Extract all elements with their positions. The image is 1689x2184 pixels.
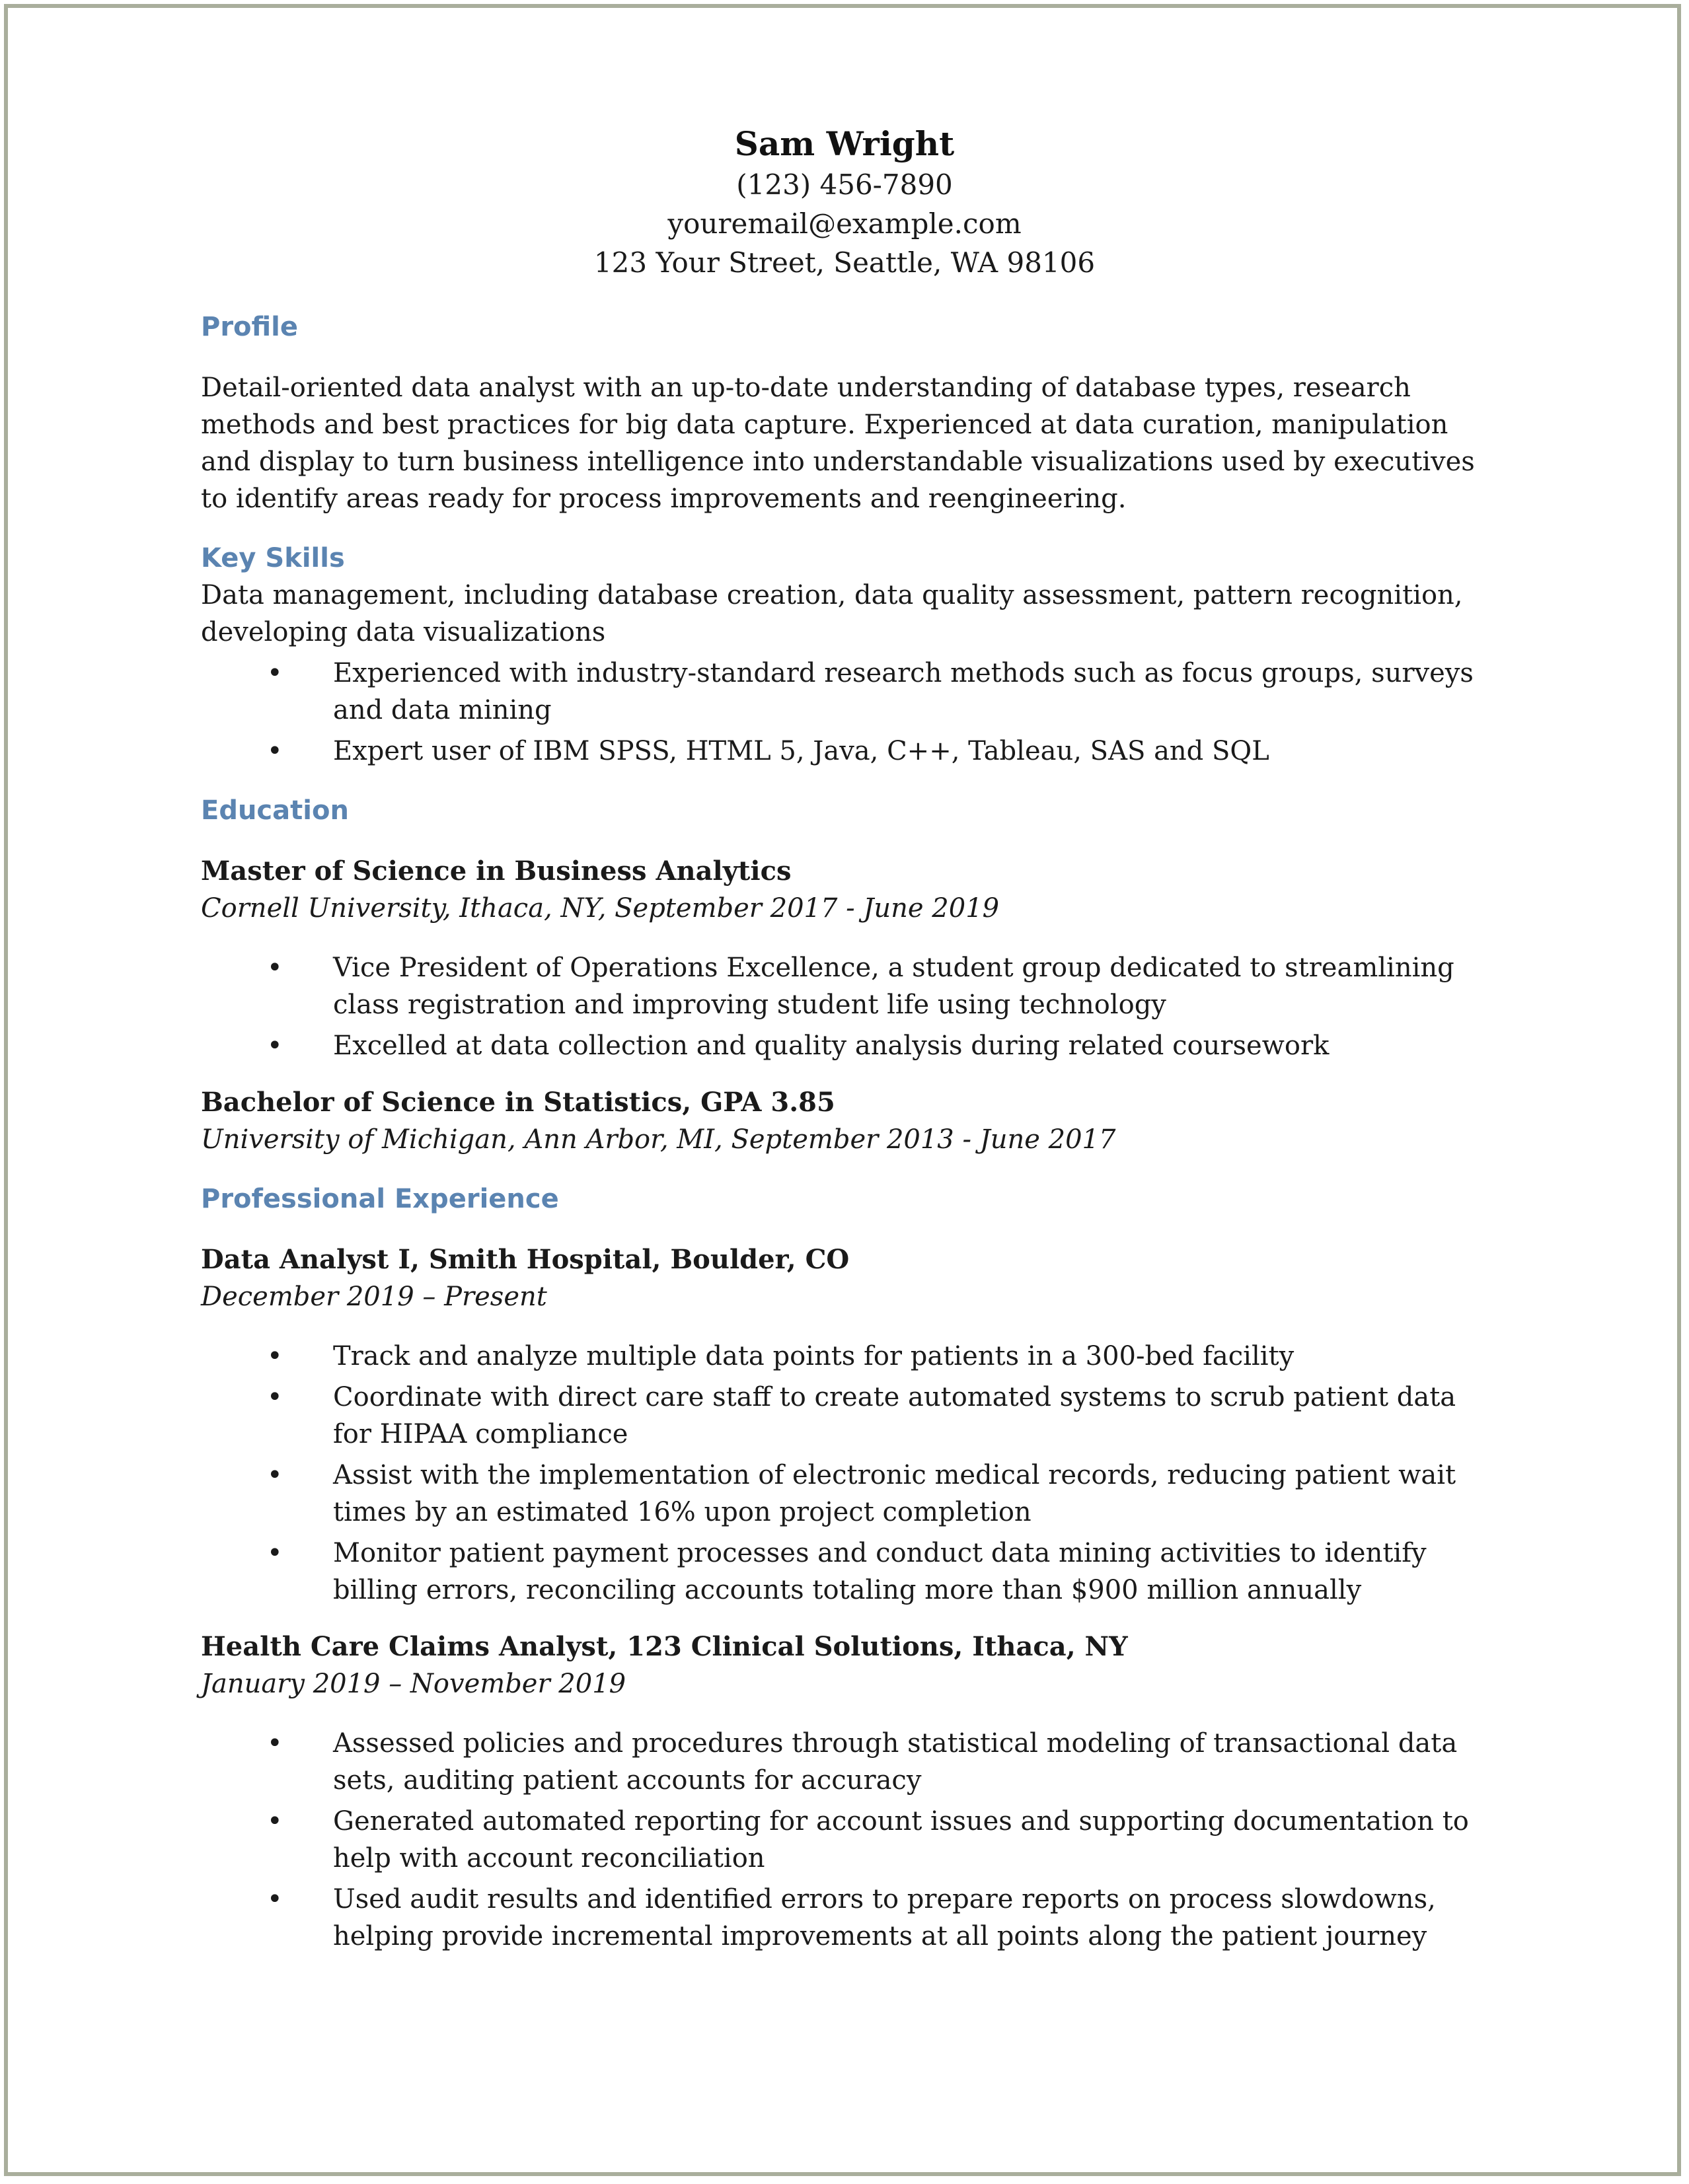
list-item: • Expert user of IBM SPSS, HTML 5, Java, C++, Tableau, SAS and SQL: [201, 733, 1496, 770]
bullet-icon: •: [267, 1806, 283, 1837]
skills-heading: Key Skills: [201, 543, 345, 573]
bullet-icon: •: [267, 1382, 283, 1412]
education-heading: Education: [201, 795, 349, 826]
list-item: • Monitor patient payment processes and conduct data mining activities to identify billing errors, reconciling accounts totaling more than $900 million annually: [201, 1535, 1496, 1609]
candidate-name: Sam Wright: [734, 124, 955, 163]
bullet-icon: •: [267, 1884, 283, 1914]
list-item: • Vice President of Operations Excellence, a student group dedicated to streamlining class registration and improving student life using technology: [201, 949, 1496, 1023]
street-address: 123 Your Street, Seattle, WA 98106: [593, 246, 1096, 279]
bullet-icon: •: [267, 1728, 283, 1759]
experience-section: [201, 1181, 1496, 1955]
list-item: • Used audit results and identified errors to prepare reports on process slowdowns, helping provide incremental improvements at all points along the patient journey: [201, 1881, 1496, 1955]
skills-section: [201, 540, 1496, 770]
bullet-icon: •: [267, 736, 283, 766]
list-item: • Excelled at data collection and quality analysis during related coursework: [201, 1027, 1496, 1064]
job-bullets: [201, 1338, 1496, 1609]
experience-heading: Professional Experience: [201, 1184, 559, 1214]
degree-title: Bachelor of Science in Statistics, GPA 3.85: [201, 1087, 835, 1118]
bullet-icon: •: [267, 953, 283, 983]
job-title: Health Care Claims Analyst, 123 Clinical Solutions, Ithaca, NY: [201, 1631, 1128, 1662]
job-bullets: [201, 1725, 1496, 1955]
resume-body: [201, 123, 1496, 1959]
profile-section: [201, 309, 1496, 517]
list-item: • Generated automated reporting for account issues and supporting documentation to help with account reconciliation: [201, 1803, 1496, 1877]
list-item: • Coordinate with direct care staff to create automated systems to scrub patient data for HIPAA compliance: [201, 1379, 1496, 1453]
profile-text: Detail-oriented data analyst with an up-to-date understanding of database types, research methods and best practices for big data capture. Experienced at data curation, manipulation and display to turn business intelligence into understandable visualizations used by executives to identify areas ready for process improvements and reengineering.: [201, 373, 1475, 514]
list-item: • Assist with the implementation of electronic medical records, reducing patient wait times by an estimated 16% upon project completion: [201, 1457, 1496, 1531]
list-item: • Assessed policies and procedures through statistical modeling of transactional data sets, auditing patient accounts for accuracy: [201, 1725, 1496, 1799]
bullet-icon: •: [267, 1460, 283, 1490]
list-item: • Experienced with industry-standard research methods such as focus groups, surveys and data mining: [201, 655, 1496, 729]
job-dates: January 2019 – November 2019: [201, 1669, 626, 1699]
degree-institution: University of Michigan, Ann Arbor, MI, September 2013 - June 2017: [201, 1124, 1116, 1155]
job-title: Data Analyst I, Smith Hospital, Boulder, CO: [201, 1244, 850, 1275]
bullet-icon: •: [267, 1031, 283, 1061]
education-entry: [201, 853, 1496, 1064]
bullet-icon: •: [267, 1341, 283, 1371]
bullet-icon: •: [267, 658, 283, 688]
list-item: • Track and analyze multiple data points for patients in a 300-bed facility: [201, 1338, 1496, 1375]
job-entry: [201, 1241, 1496, 1609]
degree-bullets: [201, 949, 1496, 1064]
job-entry: [201, 1628, 1496, 1955]
education-section: [201, 792, 1496, 1158]
phone-number: (123) 456-7890: [736, 168, 953, 201]
resume-header: [0, 123, 1689, 282]
email-address: youremail@example.com: [667, 207, 1022, 240]
job-dates: December 2019 – Present: [201, 1282, 547, 1312]
skills-text: Data management, including database creation, data quality assessment, pattern recognition, developing data visualizations: [201, 580, 1463, 647]
profile-heading: Profile: [201, 312, 299, 342]
degree-institution: Cornell University, Ithaca, NY, September 2017 - June 2019: [201, 893, 1000, 924]
degree-title: Master of Science in Business Analytics: [201, 855, 792, 887]
skills-list: [201, 655, 1496, 770]
bullet-icon: •: [267, 1538, 283, 1568]
education-entry: [201, 1084, 1496, 1158]
